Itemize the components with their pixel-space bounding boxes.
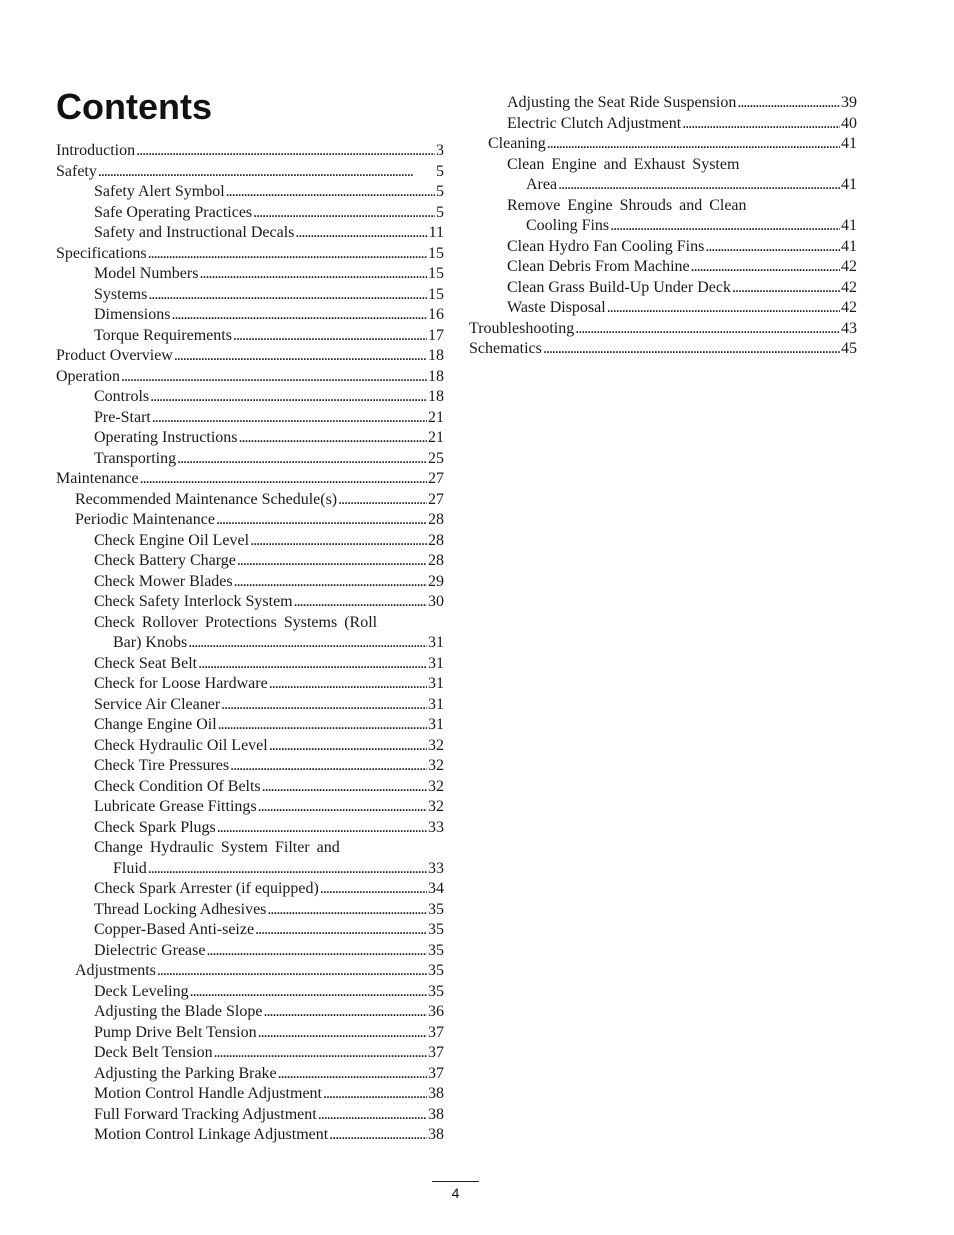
dot-leader (320, 879, 427, 900)
toc-entry-title: Pump Drive Belt Tension (94, 1023, 257, 1041)
toc-page-number: 32 (428, 798, 444, 815)
toc-entry[interactable] (469, 175, 857, 196)
toc-page-number: 38 (428, 1105, 444, 1123)
toc-page-number: 18 (428, 367, 444, 385)
toc-entry-title: Check Tire Pressures (94, 757, 230, 774)
toc-entry[interactable] (56, 510, 444, 531)
toc-page-number: 35 (428, 962, 444, 979)
toc-entry-title-continuation: Fluid (113, 859, 147, 877)
toc-page-number: 18 (428, 347, 444, 364)
toc-entry[interactable] (56, 1125, 444, 1146)
toc-page-number: 37 (428, 1023, 444, 1041)
toc-entry[interactable] (56, 633, 444, 654)
toc-entry-title-continuation: Area (526, 176, 558, 193)
dot-leader (262, 777, 427, 798)
toc-page-number: 5 (436, 183, 444, 200)
toc-page-number: 42 (841, 299, 857, 316)
toc-entry-title: Specifications (56, 244, 147, 262)
toc-entry[interactable] (56, 736, 444, 757)
toc-entry-title: Introduction (56, 142, 136, 159)
dot-leader (705, 237, 840, 258)
toc-page-number: 37 (428, 1044, 444, 1061)
toc-page-number: 27 (428, 490, 444, 508)
toc-entry[interactable] (469, 257, 857, 278)
toc-page-number: 30 (428, 593, 444, 610)
dot-leader (278, 1064, 427, 1085)
toc-entry-title: Operation (56, 367, 120, 385)
toc-entry-title: Electric Clutch Adjustment (507, 114, 682, 132)
toc-entry-title: Check Condition Of Belts (94, 777, 261, 795)
dot-leader (148, 285, 427, 306)
toc-entry[interactable] (56, 203, 444, 224)
toc-page-number: 45 (841, 340, 857, 357)
toc-entry[interactable] (56, 1084, 444, 1105)
dot-leader (258, 797, 427, 818)
toc-entry[interactable] (56, 961, 444, 982)
toc-entry[interactable] (469, 114, 857, 135)
toc-entry-title: Dimensions (94, 306, 171, 323)
toc-entry[interactable] (469, 237, 857, 258)
toc-entry[interactable] (469, 134, 857, 155)
toc-page-number: 25 (428, 449, 444, 467)
toc-entry-title: Recommended Maintenance Schedule(s) (75, 490, 338, 508)
page-title: Contents (56, 86, 212, 127)
toc-page-number: 31 (428, 716, 444, 733)
toc-entry-title: Pre-Start (94, 408, 151, 426)
dot-leader (263, 1002, 427, 1023)
toc-entry-title: Motion Control Handle Adjustment (94, 1085, 322, 1102)
toc-entry[interactable] (56, 1002, 444, 1023)
toc-entry[interactable] (56, 941, 444, 962)
toc-right-column (469, 93, 857, 360)
toc-page-number: 31 (428, 695, 444, 713)
toc-page-number: 35 (428, 982, 444, 1000)
dot-leader (140, 469, 427, 490)
toc-page-number: 40 (841, 114, 857, 132)
dot-leader (214, 1043, 427, 1064)
dot-leader (682, 114, 840, 135)
toc-page-number: 29 (428, 572, 444, 590)
toc-entry-title: Motion Control Linkage Adjustment (94, 1126, 329, 1143)
toc-entry-title: Controls (94, 388, 150, 405)
toc-entry[interactable] (56, 531, 444, 552)
toc-entry-title: Dielectric Grease (94, 941, 206, 959)
toc-entry[interactable] (56, 715, 444, 736)
toc-page-number: 5 (436, 162, 444, 180)
toc-page-number: 31 (428, 634, 444, 651)
toc-page-number: 42 (841, 258, 857, 275)
toc-entry-title: Adjusting the Parking Brake (94, 1064, 277, 1082)
toc-entry-title: Remove Engine Shrouds and Clean (507, 196, 747, 214)
toc-entry-title: Full Forward Tracking Adjustment (94, 1105, 317, 1123)
dot-leader (199, 264, 427, 285)
toc-entry-title: Check Spark Plugs (94, 818, 216, 836)
toc-entry[interactable] (56, 695, 444, 716)
toc-entry-title: Change Engine Oil (94, 716, 217, 733)
toc-page-number: 36 (428, 1003, 444, 1020)
toc-entry-title: Schematics (469, 340, 542, 357)
toc-entry-title: Clean Engine and Exhaust System (507, 155, 740, 173)
toc-entry-wrapped-line[interactable] (469, 155, 857, 176)
toc-entry[interactable] (469, 319, 857, 340)
dot-leader (329, 1125, 427, 1146)
toc-entry[interactable] (56, 326, 444, 347)
dot-leader (250, 531, 427, 552)
toc-entry-title: Transporting (94, 449, 177, 467)
toc-entry-title: Adjusting the Blade Slope (94, 1003, 263, 1020)
toc-entry[interactable] (56, 859, 444, 880)
toc-page-number: 41 (841, 237, 857, 255)
toc-page-number: 42 (841, 278, 857, 296)
toc-page-number: 3 (436, 142, 444, 159)
toc-entry[interactable] (56, 572, 444, 593)
toc-entry[interactable] (56, 592, 444, 613)
dot-leader (218, 715, 427, 736)
toc-page-number: 15 (428, 265, 444, 282)
toc-entry[interactable] (56, 469, 444, 490)
dot-leader (148, 244, 427, 265)
toc-page-number: 38 (428, 1126, 444, 1143)
toc-entry[interactable] (469, 339, 857, 360)
toc-page-number: 39 (841, 94, 857, 111)
toc-entry-title: Safety Alert Symbol (94, 183, 225, 200)
dot-leader (318, 1105, 427, 1126)
toc-entry-title: Product Overview (56, 347, 173, 364)
toc-entry[interactable] (469, 216, 857, 237)
toc-entry-title: Service Air Cleaner (94, 695, 221, 713)
toc-entry[interactable] (56, 674, 444, 695)
toc-page-number: 38 (428, 1085, 444, 1102)
toc-entry[interactable] (469, 93, 857, 114)
toc-entry[interactable] (56, 490, 444, 511)
toc-entry[interactable] (56, 141, 444, 162)
dot-leader (190, 982, 427, 1003)
toc-page-number: 5 (436, 203, 444, 221)
dot-leader (558, 175, 840, 196)
toc-entry[interactable] (56, 223, 444, 244)
toc-entry-title: Check Seat Belt (94, 654, 198, 672)
toc-entry-title: Copper-Based Anti-seize (94, 921, 255, 938)
toc-entry-title: Torque Requirements (94, 326, 232, 344)
toc-entry[interactable] (469, 298, 857, 319)
dot-leader (216, 510, 427, 531)
dot-leader (732, 278, 840, 299)
toc-page-number: 43 (841, 319, 857, 337)
dot-leader (221, 695, 427, 716)
dot-leader (295, 223, 427, 244)
toc-entry-title: Operating Instructions (94, 429, 238, 446)
toc-entry-title: Safety and Instructional Decals (94, 224, 295, 241)
toc-left-column (56, 141, 444, 1146)
dot-leader (269, 736, 427, 757)
toc-entry[interactable] (56, 305, 444, 326)
toc-page-number: 15 (428, 244, 444, 262)
toc-entry-title: Cleaning (488, 135, 546, 152)
dot-leader (237, 551, 427, 572)
toc-entry[interactable] (56, 182, 444, 203)
toc-entry[interactable] (56, 346, 444, 367)
dot-leader (171, 305, 427, 326)
dot-leader (607, 298, 840, 319)
dot-leader (543, 339, 840, 360)
toc-entry[interactable] (56, 449, 444, 470)
toc-entry-title: Deck Leveling (94, 982, 189, 1000)
toc-entry-title-continuation: Bar) Knobs (113, 634, 188, 651)
dot-leader (691, 257, 840, 278)
toc-entry[interactable] (56, 162, 444, 183)
dot-leader (98, 162, 435, 183)
toc-entry[interactable] (56, 285, 444, 306)
dot-leader (234, 572, 427, 593)
toc-entry-title-continuation: Cooling Fins (526, 217, 610, 234)
toc-entry-title: Check for Loose Hardware (94, 675, 268, 692)
toc-page-number: 33 (428, 859, 444, 877)
toc-page-number: 35 (428, 941, 444, 959)
toc-entry[interactable] (56, 387, 444, 408)
dot-leader (258, 1023, 427, 1044)
toc-page-number: 28 (428, 531, 444, 549)
toc-page-number: 21 (428, 429, 444, 446)
page-number: 4 (432, 1181, 479, 1201)
toc-entry-title: Safety (56, 162, 97, 180)
toc-entry-title: Change Hydraulic System Filter and (94, 839, 340, 856)
toc-entry-title: Troubleshooting (469, 319, 575, 337)
toc-entry-title: Periodic Maintenance (75, 511, 215, 528)
toc-page-number: 35 (428, 921, 444, 938)
toc-entry[interactable] (56, 797, 444, 818)
toc-entry[interactable] (56, 982, 444, 1003)
toc-entry[interactable] (56, 654, 444, 675)
toc-entry[interactable] (56, 900, 444, 921)
toc-entry-title: Clean Grass Build-Up Under Deck (507, 278, 731, 296)
toc-entry-title: Check Safety Interlock System (94, 593, 293, 610)
toc-page-number: 41 (841, 217, 857, 234)
dot-leader (255, 920, 427, 941)
dot-leader (323, 1084, 427, 1105)
toc-entry[interactable] (56, 777, 444, 798)
dot-leader (121, 367, 427, 388)
toc-entry-title: Clean Debris From Machine (507, 258, 690, 275)
toc-entry-wrapped-line[interactable] (56, 838, 444, 859)
toc-page-number: 27 (428, 470, 444, 487)
toc-page-number: 32 (428, 757, 444, 774)
toc-entry-title: Clean Hydro Fan Cooling Fins (507, 237, 705, 255)
dot-leader (575, 319, 840, 340)
dot-leader (198, 654, 427, 675)
dot-leader (230, 756, 427, 777)
toc-entry-title: Check Mower Blades (94, 572, 233, 590)
toc-page-number: 32 (428, 736, 444, 754)
toc-page-number: 41 (841, 176, 857, 193)
dot-leader (206, 941, 427, 962)
toc-entry[interactable] (56, 1043, 444, 1064)
toc-entry-title: Check Spark Arrester (if equipped) (94, 880, 319, 897)
toc-page-number: 17 (428, 326, 444, 344)
toc-entry-title: Check Battery Charge (94, 552, 236, 569)
dot-leader (737, 93, 840, 114)
dot-leader (610, 216, 840, 237)
toc-entry-title: Lubricate Grease Fittings (94, 798, 257, 815)
toc-page-number: 37 (428, 1064, 444, 1082)
toc-entry[interactable] (56, 244, 444, 265)
toc-entry-title: Check Rollover Protections Systems (Roll (94, 613, 378, 631)
toc-entry-wrapped-line[interactable] (56, 613, 444, 634)
toc-page-number: 28 (428, 511, 444, 528)
dot-leader (294, 592, 427, 613)
dot-leader (152, 408, 427, 429)
toc-entry-wrapped-line[interactable] (469, 196, 857, 217)
dot-leader (547, 134, 840, 155)
toc-entry-title: Waste Disposal (507, 299, 606, 316)
toc-entry-title: Model Numbers (94, 265, 199, 282)
toc-entry[interactable] (56, 367, 444, 388)
dot-leader (157, 961, 427, 982)
toc-entry-title: Systems (94, 285, 148, 303)
dot-leader (150, 387, 427, 408)
toc-entry[interactable] (56, 1105, 444, 1126)
toc-page-number: 31 (428, 675, 444, 692)
dot-leader (226, 182, 435, 203)
toc-entry-title: Deck Belt Tension (94, 1044, 213, 1061)
dot-leader (269, 674, 427, 695)
toc-page-number: 35 (428, 900, 444, 918)
toc-page-number: 33 (428, 818, 444, 836)
toc-entry-title: Thread Locking Adhesives (94, 900, 267, 918)
toc-entry[interactable] (56, 428, 444, 449)
dot-leader (188, 633, 427, 654)
dot-leader (136, 141, 435, 162)
dot-leader (177, 449, 427, 470)
toc-page-number: 11 (428, 224, 444, 241)
toc-page-number: 21 (428, 408, 444, 426)
dot-leader (148, 859, 427, 880)
toc-page-number: 31 (428, 654, 444, 672)
toc-page-number: 32 (428, 777, 444, 795)
dot-leader (217, 818, 427, 839)
toc-entry-title: Check Engine Oil Level (94, 531, 250, 549)
dot-leader (267, 900, 427, 921)
toc-entry-title: Adjustments (75, 962, 156, 979)
toc-entry[interactable] (56, 408, 444, 429)
dot-leader (239, 428, 427, 449)
toc-entry[interactable] (56, 818, 444, 839)
toc-page-number: 15 (428, 285, 444, 303)
toc-entry[interactable] (56, 1064, 444, 1085)
toc-entry[interactable] (56, 551, 444, 572)
toc-page-number: 16 (428, 306, 444, 323)
toc-page-number: 41 (841, 135, 857, 152)
toc-entry[interactable] (56, 264, 444, 285)
dot-leader (253, 203, 435, 224)
toc-entry[interactable] (56, 756, 444, 777)
toc-entry[interactable] (469, 278, 857, 299)
toc-page-number: 34 (428, 880, 444, 897)
toc-entry[interactable] (56, 879, 444, 900)
toc-page-number: 28 (428, 552, 444, 569)
toc-entry-title: Check Hydraulic Oil Level (94, 736, 268, 754)
dot-leader (174, 346, 427, 367)
dot-leader (338, 490, 427, 511)
toc-entry[interactable] (56, 1023, 444, 1044)
toc-entry-title: Adjusting the Seat Ride Suspension (507, 94, 737, 111)
toc-entry-title: Safe Operating Practices (94, 203, 253, 221)
dot-leader (233, 326, 427, 347)
toc-page-number: 18 (428, 388, 444, 405)
toc-entry[interactable] (56, 920, 444, 941)
toc-entry-title: Maintenance (56, 470, 139, 487)
